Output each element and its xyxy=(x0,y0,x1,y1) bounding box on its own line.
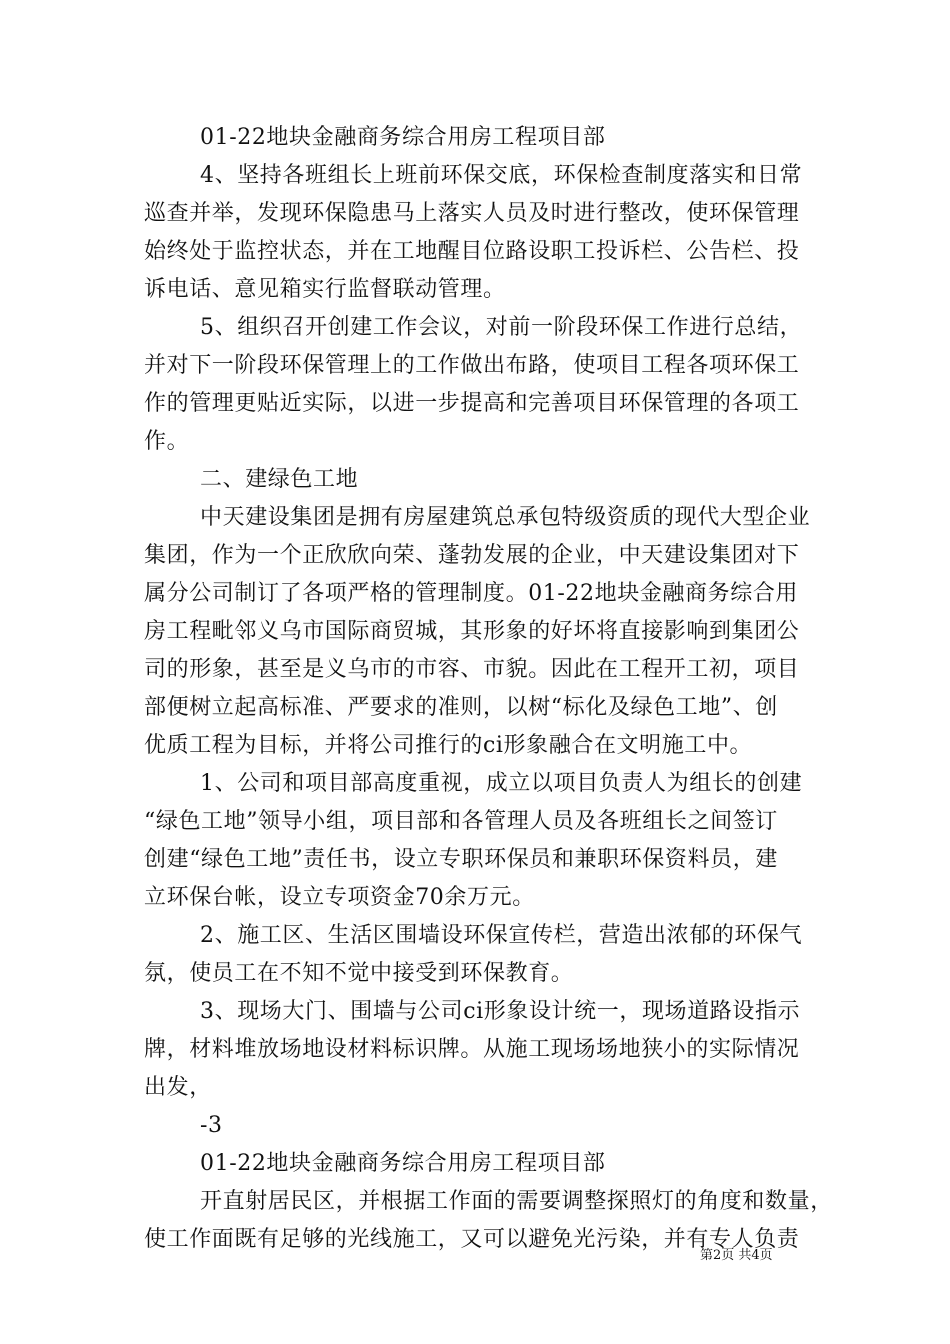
paragraph-line: 中天建设集团是拥有房屋建筑总承包特级资质的现代大型企业 xyxy=(200,505,811,530)
paragraph-line: 优质工程为目标，并将公司推行的ci形象融合在文明施工中。 xyxy=(144,733,753,758)
paragraph-line: 牌，材料堆放场地设材料标识牌。从施工现场场地狭小的实际情况 xyxy=(144,1037,800,1062)
paragraph-line: 使工作面既有足够的光线施工，又可以避免光污染，并有专人负责 xyxy=(144,1227,800,1252)
paragraph-line: 司的形象，甚至是义乌市的市容、市貌。因此在工程开工初，项目 xyxy=(144,657,800,682)
inline-page-number: -3 xyxy=(200,1113,223,1138)
paragraph-line: 立环保台帐，设立专项资金70余万元。 xyxy=(144,885,535,910)
header-line: 01-22地块金融商务综合用房工程项目部 xyxy=(200,1151,606,1176)
paragraph-line: 4、坚持各班组长上班前环保交底，环保检查制度落实和日常 xyxy=(200,163,803,188)
paragraph-line: 开直射居民区，并根据工作面的需要调整探照灯的角度和数量， xyxy=(200,1189,833,1214)
paragraph-line: “绿色工地”领导小组，项目部和各管理人员及各班组长之间签订 xyxy=(144,809,778,834)
paragraph-line: 创建“绿色工地”责任书，设立专职环保员和兼职环保资料员，建 xyxy=(144,847,778,872)
paragraph-line: 巡查并举，发现环保隐患马上落实人员及时进行整改，使环保管理 xyxy=(144,201,800,226)
paragraph-line: 集团，作为一个正欣欣向荣、蓬勃发展的企业，中天建设集团对下 xyxy=(144,543,800,568)
paragraph-line: 氛，使员工在不知不觉中接受到环保教育。 xyxy=(144,961,574,986)
paragraph-line: 2、施工区、生活区围墙设环保宣传栏，营造出浓郁的环保气 xyxy=(200,923,803,948)
paragraph-line: 出发， xyxy=(144,1075,212,1100)
paragraph-line: 3、现场大门、围墙与公司ci形象设计统一，现场道路设指示 xyxy=(200,999,801,1024)
paragraph-line: 诉电话、意见箱实行监督联动管理。 xyxy=(144,277,506,302)
paragraph-line: 属分公司制订了各项严格的管理制度。01-22地块金融商务综合用 xyxy=(144,581,799,606)
paragraph-line: 始终处于监控状态，并在工地醒目位路设职工投诉栏、公告栏、投 xyxy=(144,239,800,264)
paragraph-line: 房工程毗邻义乌市国际商贸城，其形象的好坏将直接影响到集团公 xyxy=(144,619,800,644)
section-heading: 二、建绿色工地 xyxy=(200,467,359,492)
paragraph-line: 作的管理更贴近实际，以进一步提高和完善项目环保管理的各项工 xyxy=(144,391,800,416)
paragraph-line: 5、组织召开创建工作会议，对前一阶段环保工作进行总结， xyxy=(200,315,803,340)
paragraph-line: 1、公司和项目部高度重视，成立以项目负责人为组长的创建 xyxy=(200,771,803,796)
paragraph-line: 作。 xyxy=(144,429,190,454)
page-footer: 第2页 共4页 xyxy=(700,1248,773,1263)
paragraph-line: 并对下一阶段环保管理上的工作做出布路，使项目工程各项环保工 xyxy=(144,353,800,378)
paragraph-line: 部便树立起高标准、严要求的准则，以树“标化及绿色工地”、创 xyxy=(144,695,778,720)
header-line: 01-22地块金融商务综合用房工程项目部 xyxy=(200,125,606,150)
